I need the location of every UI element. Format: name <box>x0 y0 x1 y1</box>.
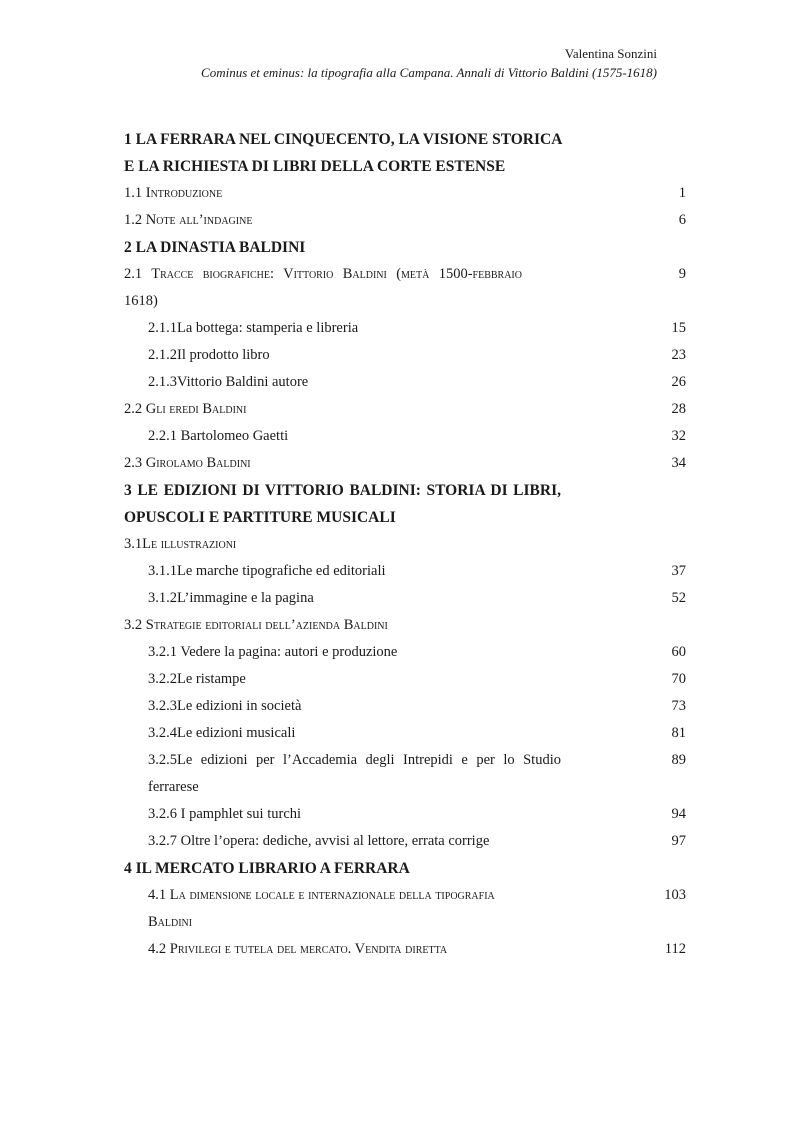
toc-entry <box>124 720 686 747</box>
toc-entry <box>124 882 686 936</box>
toc-entry <box>124 342 686 369</box>
toc-entry-page: 6 <box>678 212 686 228</box>
toc-entry-title: 2.3 Girolamo Baldini <box>124 455 251 471</box>
toc-entry <box>124 396 686 423</box>
table-of-contents <box>124 126 686 963</box>
toc-entry <box>124 639 686 666</box>
toc-entry <box>124 801 686 828</box>
page-header <box>201 44 657 82</box>
toc-entry-page: 26 <box>671 374 686 390</box>
toc-entry-title: 3.2.6 I pamphlet sui turchi <box>148 806 302 822</box>
toc-entry-page: 52 <box>671 590 686 606</box>
toc-entry-title: 2.1.1La bottega: stamperia e libreria <box>148 320 359 336</box>
toc-entry-title: 2.1.3Vittorio Baldini autore <box>148 374 309 390</box>
toc-entry-page: 34 <box>671 455 686 471</box>
toc-entry-title: 3.1.2L’immagine e la pagina <box>148 590 314 606</box>
toc-entry <box>124 207 686 234</box>
toc-entry-page: 94 <box>671 806 686 822</box>
toc-entry <box>124 747 686 801</box>
toc-entry <box>124 693 686 720</box>
toc-entry <box>124 666 686 693</box>
toc-entry-title: 3.2.5Le edizioni per l’Accademia degli Intrepidi e per lo Studio ferrarese <box>148 752 561 795</box>
toc-entry-title: 2.1.2Il prodotto libro <box>148 347 270 363</box>
toc-entry-page: 103 <box>664 887 686 903</box>
toc-entry-page: 81 <box>671 725 686 741</box>
toc-entry-page: 15 <box>671 320 686 336</box>
toc-entry-title: 3 LE EDIZIONI DI VITTORIO BALDINI: STORIA DI LIBRI, OPUSCOLI E PARTITURE MUSICALI <box>124 482 561 526</box>
toc-entry-title: 3.2.1 Vedere la pagina: autori e produzione <box>148 644 398 660</box>
toc-entry-page: 89 <box>671 752 686 768</box>
toc-entry-title: 1 LA FERRARA NEL CINQUECENTO, LA VISIONE STORICA E LA RICHIESTA DI LIBRI DELLA CORTE ESTENSE <box>124 131 562 175</box>
toc-entry <box>124 612 686 639</box>
toc-entry-title: 3.1.1Le marche tipografiche ed editoriali <box>148 563 386 579</box>
toc-entry-title: 1.1 Introduzione <box>124 185 223 201</box>
toc-entry <box>124 126 686 180</box>
toc-entry-title: 2.1 Tracce biografiche: Vittorio Baldini (metà 1500-febbraio 1618) <box>124 266 522 309</box>
toc-entry <box>124 315 686 342</box>
toc-entry-title: 3.2.7 Oltre l’opera: dediche, avvisi al lettore, errata corrige <box>148 833 490 849</box>
toc-entry <box>124 585 686 612</box>
toc-entry <box>124 477 686 531</box>
header-author: Valentina Sonzini <box>564 46 657 61</box>
toc-entry-title: 3.2.3Le edizioni in società <box>148 698 302 714</box>
toc-entry-title: 4.1 La dimensione locale e internazionale della tipografia Baldini <box>148 887 495 930</box>
toc-entry-page: 1 <box>678 185 686 201</box>
toc-entry <box>124 828 686 855</box>
toc-entry-title: 2.2 Gli eredi Baldini <box>124 401 247 417</box>
toc-entry-title: 2.2.1 Bartolomeo Gaetti <box>148 428 289 444</box>
toc-entry-title: 1.2 Note all’indagine <box>124 212 253 228</box>
toc-entry-title: 4.2 Privilegi e tutela del mercato. Vendita diretta <box>148 941 448 957</box>
header-subtitle: Cominus et eminus: la tipografia alla Campana. Annali di Vittorio Baldini (1575-1618) <box>201 65 657 80</box>
toc-entry-title: 3.1Le illustrazioni <box>124 536 237 552</box>
toc-entry <box>124 450 686 477</box>
toc-entry <box>124 261 686 315</box>
toc-entry <box>124 531 686 558</box>
toc-entry-page: 112 <box>664 941 686 957</box>
toc-entry-title: 3.2.2Le ristampe <box>148 671 246 687</box>
toc-entry <box>124 855 686 882</box>
toc-entry-title: 4 IL MERCATO LIBRARIO A FERRARA <box>124 860 410 877</box>
toc-entry-page: 9 <box>678 266 686 282</box>
toc-entry-page: 70 <box>671 671 686 687</box>
toc-entry-title: 3.2.4Le edizioni musicali <box>148 725 296 741</box>
toc-entry-page: 60 <box>671 644 686 660</box>
toc-entry-title: 3.2 Strategie editoriali dell’azienda Baldini <box>124 617 388 633</box>
toc-entry-page: 28 <box>671 401 686 417</box>
toc-entry <box>124 423 686 450</box>
toc-entry <box>124 936 686 963</box>
toc-entry <box>124 234 686 261</box>
toc-entry-page: 37 <box>671 563 686 579</box>
toc-entry-page: 32 <box>671 428 686 444</box>
toc-entry <box>124 369 686 396</box>
toc-entry-page: 97 <box>671 833 686 849</box>
toc-entry <box>124 180 686 207</box>
toc-entry-page: 73 <box>671 698 686 714</box>
toc-entry-title: 2 LA DINASTIA BALDINI <box>124 239 306 256</box>
toc-entry <box>124 558 686 585</box>
toc-entry-page: 23 <box>671 347 686 363</box>
